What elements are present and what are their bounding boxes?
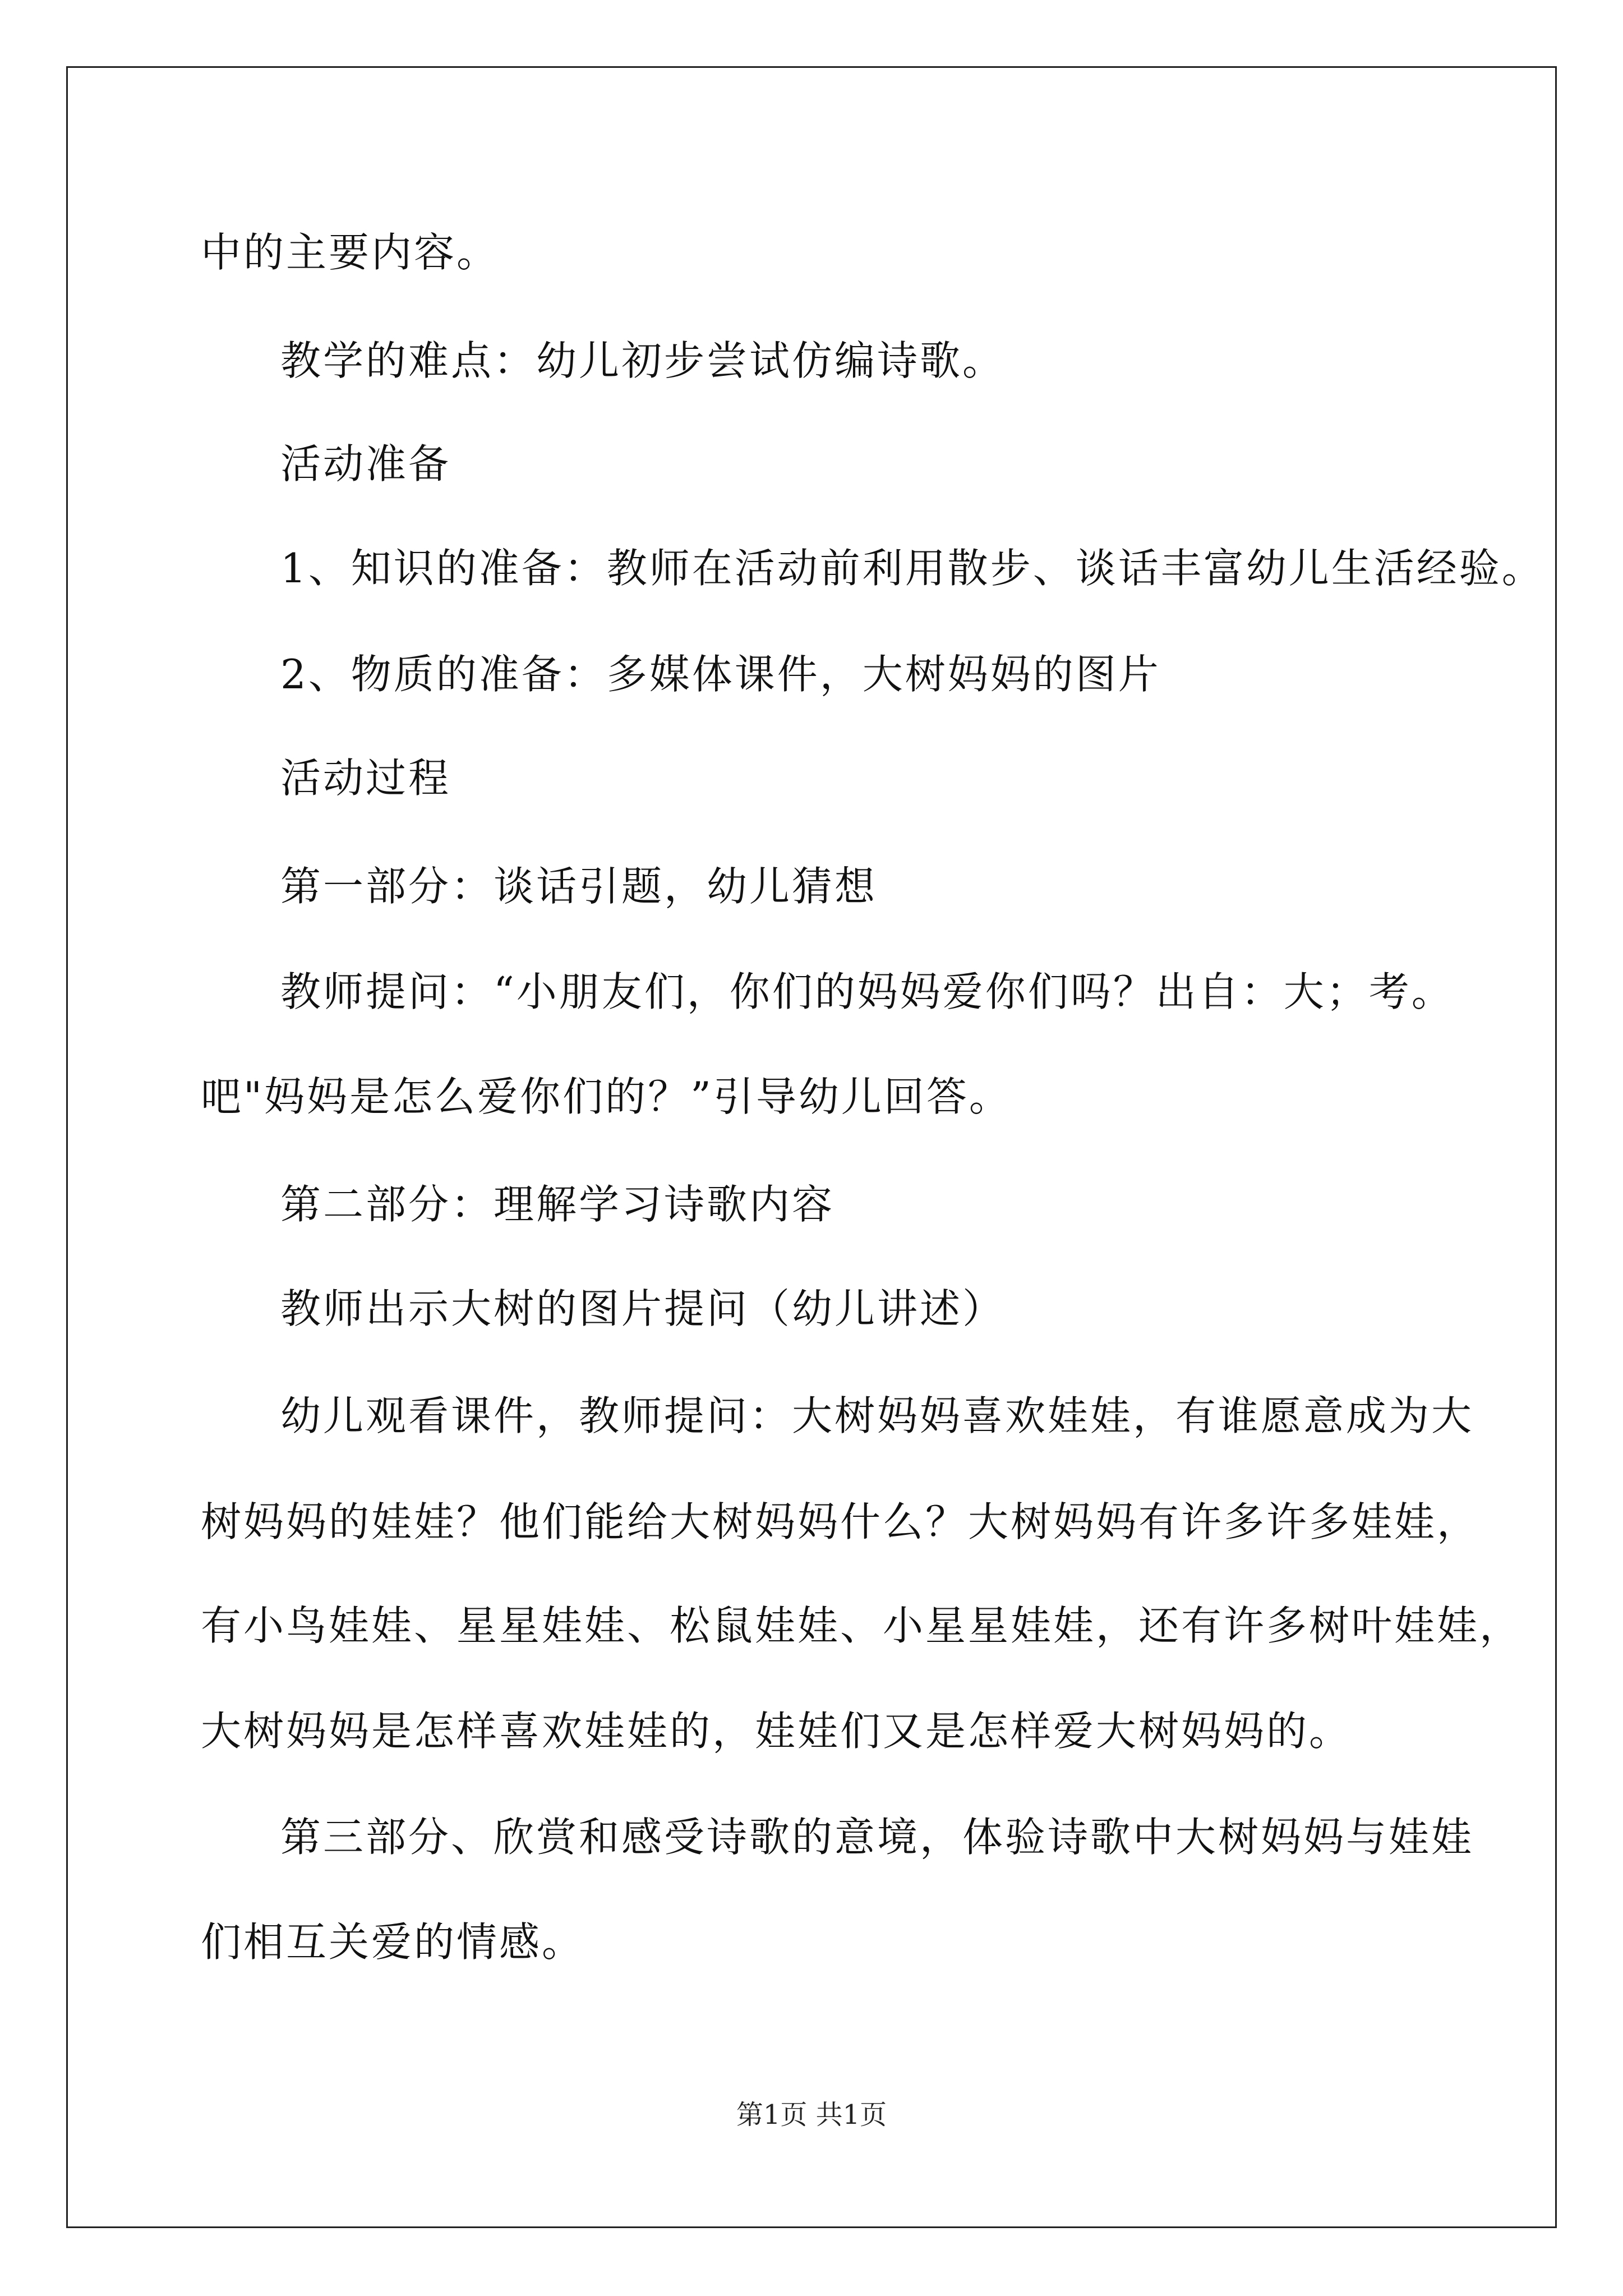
text-line: 大树妈妈是怎样喜欢娃娃的，娃娃们又是怎样爱大树妈妈的。 [201,1708,1352,1755]
text-line: 1、知识的准备：教师在活动前利用散步、谈话丰富幼儿生活经验。 [280,545,1544,592]
text-line: 幼儿观看课件，教师提问：大树妈妈喜欢娃娃，有谁愿意成为大 [280,1392,1474,1439]
section-heading: 活动准备 [280,440,451,487]
text-line: 第二部分：理解学习诗歌内容 [280,1181,835,1228]
text-line: 吧"妈妈是怎么爱你们的？”引导幼儿回答。 [201,1073,1012,1120]
section-heading: 活动过程 [280,754,451,802]
text-line: 中的主要内容。 [201,229,500,276]
text-line: 第一部分：谈话引题，幼儿猜想 [280,863,878,910]
page-border [66,66,1557,2228]
text-line: 2、物质的准备：多媒体课件，大树妈妈的图片 [280,651,1161,698]
text-line: 教师提问：“小朋友们，你们的妈妈爱你们吗？出自：大；考。 [280,968,1454,1015]
text-line: 树妈妈的娃娃？他们能给大树妈妈什么？大树妈妈有许多许多娃娃， [201,1498,1480,1545]
page-number-footer: 第1页 共1页 [736,2099,887,2131]
text-line: 教师出示大树的图片提问（幼儿讲述） [280,1285,1006,1332]
text-line: 有小鸟娃娃、星星娃娃、松鼠娃娃、小星星娃娃，还有许多树叶娃娃， [201,1602,1523,1649]
text-line: 教学的难点：幼儿初步尝试仿编诗歌。 [280,337,1006,384]
text-line: 们相互关爱的情感。 [201,1918,585,1966]
text-line: 第三部分、欣赏和感受诗歌的意境，体验诗歌中大树妈妈与娃娃 [280,1814,1474,1861]
